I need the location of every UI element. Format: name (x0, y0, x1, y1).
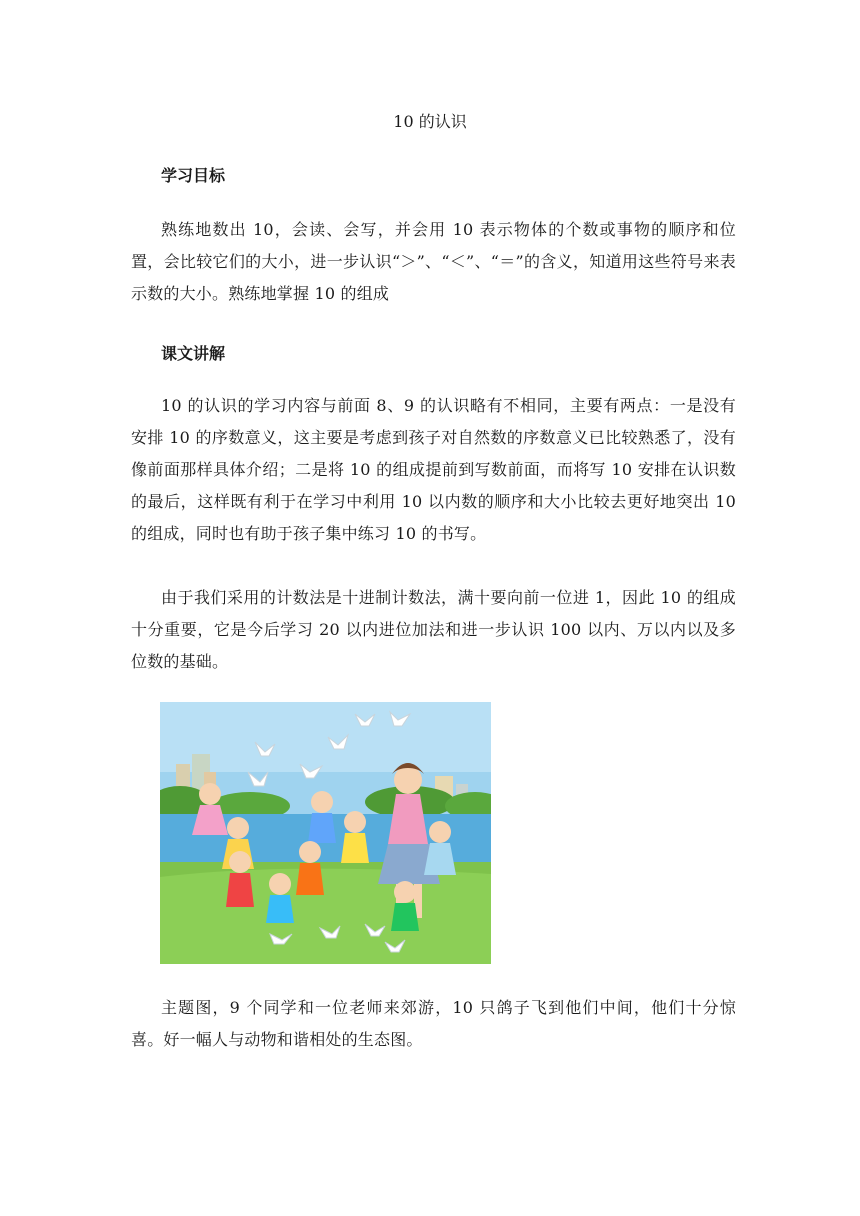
section-heading-learning-goals: 学习目标 (161, 166, 226, 185)
paragraph-illustration-caption: 主题图，9 个同学和一位老师来郊游，10 只鸽子飞到他们中间，他们十分惊喜。好一幅人与动物和谐相处的生态图。 (131, 998, 736, 1049)
page-title: 10 的认识 (393, 112, 467, 131)
section-heading-lesson-explanation: 课文讲解 (161, 344, 226, 363)
paragraph-learning-goals: 熟练地数出 10，会读、会写，并会用 10 表示物体的个数或事物的顺序和位置，会比较它们的大小，进一步认识“＞”、“＜”、“＝”的含义，知道用这些符号来表示数的大小。熟练地掌握 10 的组成 (131, 220, 736, 303)
paragraph-lesson-explanation-1: 10 的认识的学习内容与前面 8、9 的认识略有不相同，主要有两点：一是没有安排 10 的序数意义，这主要是考虑到孩子对自然数的序数意义已比较熟悉了，没有像前面那样具体介绍；二是将 10 的组成提前到写数前面，而将写 10 安排在认识数的最后，这样既有利于在学习中利用 10 以内数的顺序和大小比较去更好地突出 10 的组成，同时也有助于孩子集中练习 10 的书写。 (131, 396, 736, 543)
paragraph-lesson-explanation-2: 由于我们采用的计数法是十进制计数法，满十要向前一位进 1，因此 10 的组成十分重要，它是今后学习 20 以内进位加法和进一步认识 100 以内、万以内以及多位数的基础。 (131, 588, 736, 671)
theme-illustration (160, 702, 491, 964)
